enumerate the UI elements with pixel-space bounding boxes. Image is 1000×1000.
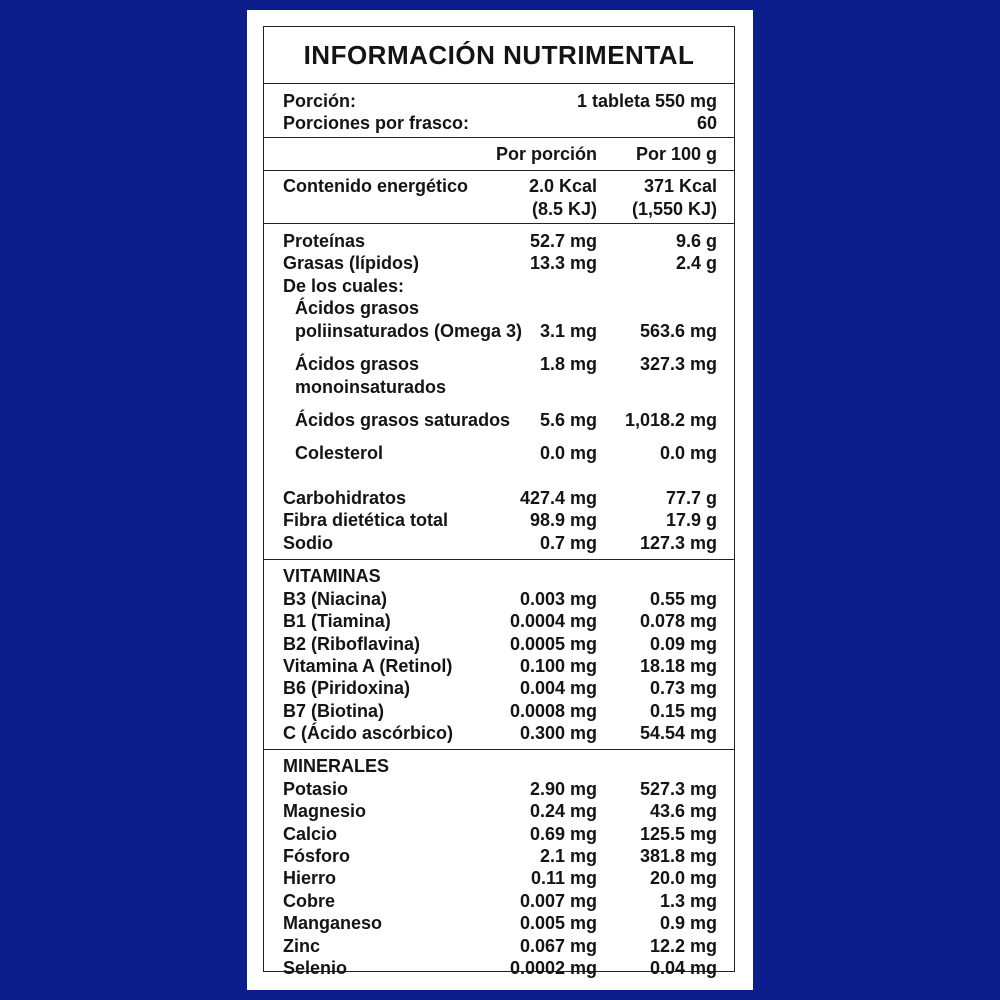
mineral-label: Potasio	[283, 779, 349, 799]
mineral-label: Manganeso	[283, 913, 383, 933]
nutrient-per100: 17.9 g	[665, 510, 717, 530]
monounsaturated-label-line1: Ácidos grasos	[295, 354, 420, 374]
mineral-per100: 43.6 mg	[649, 801, 717, 821]
vitamin-portion: 0.003 mg	[519, 589, 597, 609]
mineral-label: Zinc	[283, 936, 321, 956]
mineral-label: Hierro	[283, 868, 337, 888]
saturated-per100: 1,018.2 mg	[624, 410, 717, 430]
mineral-portion: 0.0002 mg	[509, 958, 597, 978]
nutrient-per100: 2.4 g	[675, 253, 717, 273]
vitamin-label: B3 (Niacina)	[283, 589, 388, 609]
mineral-per100: 12.2 mg	[649, 936, 717, 956]
vitamin-per100: 0.73 mg	[649, 678, 717, 698]
nutrient-portion: 98.9 mg	[529, 510, 597, 530]
vitamin-per100: 0.15 mg	[649, 701, 717, 721]
servings-per-bottle-value: 60	[696, 113, 717, 133]
divider	[264, 137, 734, 138]
mineral-portion: 2.90 mg	[529, 779, 597, 799]
vitamin-label: B1 (Tiamina)	[283, 611, 391, 631]
nutrient-per100: 9.6 g	[675, 231, 717, 251]
monounsaturated-per100: 327.3 mg	[639, 354, 717, 374]
divider	[264, 223, 734, 224]
nutrient-per100: 77.7 g	[665, 488, 717, 508]
vitamin-portion: 0.0005 mg	[509, 634, 597, 654]
divider	[264, 170, 734, 171]
nutrient-per100: 127.3 mg	[639, 533, 717, 553]
cholesterol-per100: 0.0 mg	[659, 443, 717, 463]
mineral-per100: 20.0 mg	[649, 868, 717, 888]
energy-label: Contenido energético	[283, 176, 469, 196]
vitamin-label: B2 (Riboflavina)	[283, 634, 421, 654]
mineral-label: Cobre	[283, 891, 336, 911]
monounsaturated-label-line2: monoinsaturados	[295, 377, 447, 397]
vitamin-portion: 0.004 mg	[519, 678, 597, 698]
nutrient-label: Fibra dietética total	[283, 510, 449, 530]
mineral-portion: 0.007 mg	[519, 891, 597, 911]
serving-value: 1 tableta 550 mg	[576, 91, 717, 111]
divider	[264, 749, 734, 750]
servings-per-bottle-label: Porciones por frasco:	[283, 113, 470, 133]
divider	[264, 559, 734, 560]
of-which-label: De los cuales:	[283, 276, 405, 296]
vitamin-portion: 0.0004 mg	[509, 611, 597, 631]
mineral-per100: 381.8 mg	[639, 846, 717, 866]
vitamin-per100: 54.54 mg	[639, 723, 717, 743]
nutrient-portion: 427.4 mg	[519, 488, 597, 508]
mineral-per100: 527.3 mg	[639, 779, 717, 799]
nutrient-portion: 0.7 mg	[539, 533, 597, 553]
polyunsaturated-portion: 3.1 mg	[539, 321, 597, 341]
nutrient-label: Carbohidratos	[283, 488, 407, 508]
mineral-portion: 0.24 mg	[529, 801, 597, 821]
mineral-label: Selenio	[283, 958, 348, 978]
energy-portion-kj: (8.5 KJ)	[531, 199, 597, 219]
monounsaturated-portion: 1.8 mg	[539, 354, 597, 374]
vitamin-label: Vitamina A (Retinol)	[283, 656, 453, 676]
nutrient-label: Grasas (lípidos)	[283, 253, 420, 273]
nutrition-facts-panel	[263, 26, 735, 978]
column-header-per-100g: Por 100 g	[635, 144, 717, 164]
mineral-portion: 0.69 mg	[529, 824, 597, 844]
mineral-per100: 0.9 mg	[659, 913, 717, 933]
polyunsaturated-label-line1: Ácidos grasos	[295, 298, 420, 318]
nutrient-portion: 13.3 mg	[529, 253, 597, 273]
saturated-label: Ácidos grasos saturados	[295, 410, 511, 430]
vitamin-label: C (Ácido ascórbico)	[283, 723, 454, 743]
vitamins-heading: VITAMINAS	[283, 566, 381, 586]
polyunsaturated-per100: 563.6 mg	[639, 321, 717, 341]
column-header-per-portion: Por porción	[495, 144, 597, 164]
vitamin-label: B7 (Biotina)	[283, 701, 384, 721]
nutrient-label: Proteínas	[283, 231, 366, 251]
serving-label: Porción:	[283, 91, 357, 111]
energy-portion-kcal: 2.0 Kcal	[528, 176, 597, 196]
mineral-portion: 2.1 mg	[539, 846, 597, 866]
energy-per100-kj: (1,550 KJ)	[631, 199, 717, 219]
mineral-per100: 1.3 mg	[659, 891, 717, 911]
cholesterol-label: Colesterol	[295, 443, 384, 463]
mineral-per100: 0.04 mg	[649, 958, 717, 978]
saturated-portion: 5.6 mg	[539, 410, 597, 430]
mineral-label: Fósforo	[283, 846, 350, 866]
cholesterol-portion: 0.0 mg	[539, 443, 597, 463]
polyunsaturated-label-line2: poliinsaturados (Omega 3)	[295, 321, 523, 341]
minerals-heading: MINERALES	[283, 756, 390, 776]
mineral-portion: 0.067 mg	[519, 936, 597, 956]
vitamin-per100: 0.078 mg	[639, 611, 717, 631]
mineral-portion: 0.11 mg	[530, 868, 597, 888]
nutrient-portion: 52.7 mg	[529, 231, 597, 251]
vitamin-per100: 0.55 mg	[649, 589, 717, 609]
vitamin-label: B6 (Piridoxina)	[283, 678, 411, 698]
energy-per100-kcal: 371 Kcal	[643, 176, 717, 196]
vitamin-portion: 0.100 mg	[519, 656, 597, 676]
mineral-label: Calcio	[283, 824, 338, 844]
label-title: INFORMACIÓN NUTRIMENTAL	[264, 27, 734, 84]
mineral-per100: 125.5 mg	[639, 824, 717, 844]
nutrition-label-card	[247, 10, 753, 990]
nutrient-label: Sodio	[283, 533, 333, 553]
mineral-portion: 0.005 mg	[519, 913, 597, 933]
vitamin-portion: 0.300 mg	[519, 723, 597, 743]
vitamin-per100: 0.09 mg	[649, 634, 717, 654]
vitamin-per100: 18.18 mg	[639, 656, 717, 676]
mineral-label: Magnesio	[283, 801, 367, 821]
vitamin-portion: 0.0008 mg	[509, 701, 597, 721]
